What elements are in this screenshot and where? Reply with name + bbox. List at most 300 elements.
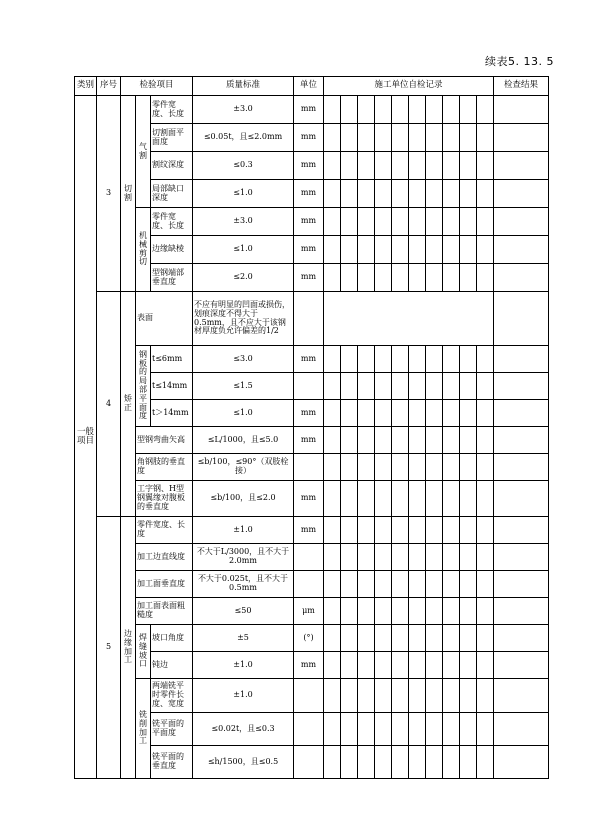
self-check-cell[interactable] bbox=[358, 264, 375, 292]
self-check-cell[interactable] bbox=[409, 427, 426, 454]
self-check-cell[interactable] bbox=[426, 481, 443, 517]
item-cell: 边缘缺棱 bbox=[151, 236, 193, 264]
self-check-cell[interactable] bbox=[341, 180, 358, 208]
unit-cell: mm bbox=[294, 180, 324, 208]
self-check-cell[interactable] bbox=[358, 152, 375, 180]
self-check-cell[interactable] bbox=[426, 713, 443, 746]
self-check-cell[interactable] bbox=[324, 544, 341, 571]
self-check-cell[interactable] bbox=[460, 427, 477, 454]
category-cell: 一般项目 bbox=[75, 96, 97, 779]
self-check-cell[interactable] bbox=[443, 746, 460, 779]
self-check-cell[interactable] bbox=[324, 124, 341, 152]
self-check-cell[interactable] bbox=[409, 571, 426, 598]
self-check-cell[interactable] bbox=[460, 400, 477, 427]
header-result: 检查结果 bbox=[494, 77, 549, 96]
self-check-cell[interactable] bbox=[358, 481, 375, 517]
self-check-cell[interactable] bbox=[409, 208, 426, 236]
self-check-cell[interactable] bbox=[477, 746, 494, 779]
item-cell: 零件宽度、长度 bbox=[151, 96, 193, 124]
standard-cell: ±1.0 bbox=[193, 517, 294, 544]
self-check-cell[interactable] bbox=[341, 481, 358, 517]
self-check-cell[interactable] bbox=[409, 152, 426, 180]
self-check-cell[interactable] bbox=[409, 746, 426, 779]
self-check-cell[interactable] bbox=[341, 679, 358, 713]
self-check-cell[interactable] bbox=[341, 236, 358, 264]
standard-cell: ≤b/100，≤90°（双肢栓接） bbox=[193, 454, 294, 481]
self-check-cell[interactable] bbox=[358, 208, 375, 236]
self-check-cell[interactable] bbox=[409, 679, 426, 713]
self-check-cell[interactable] bbox=[324, 652, 341, 679]
self-check-cell[interactable] bbox=[460, 346, 477, 373]
self-check-cell[interactable] bbox=[477, 180, 494, 208]
self-check-cell[interactable] bbox=[392, 481, 409, 517]
standard-cell: ≤3.0 bbox=[193, 346, 294, 373]
self-check-cell[interactable] bbox=[375, 180, 392, 208]
self-check-cell[interactable] bbox=[358, 400, 375, 427]
standard-cell: ±3.0 bbox=[193, 96, 294, 124]
self-check-cell[interactable] bbox=[409, 400, 426, 427]
self-check-cell[interactable] bbox=[358, 652, 375, 679]
item-cell: 铣平面的平面度 bbox=[151, 713, 193, 746]
self-check-cell[interactable] bbox=[460, 454, 477, 481]
self-check-cell[interactable] bbox=[460, 517, 477, 544]
self-check-cell[interactable] bbox=[341, 208, 358, 236]
self-check-cell[interactable] bbox=[392, 96, 409, 124]
self-check-cell[interactable] bbox=[358, 571, 375, 598]
self-check-cell[interactable] bbox=[341, 517, 358, 544]
self-check-cell[interactable] bbox=[443, 652, 460, 679]
subgroup-name-cell: 焊缝坡口 bbox=[136, 625, 151, 679]
result-cell[interactable] bbox=[494, 96, 549, 124]
unit-cell bbox=[294, 571, 324, 598]
self-check-cell[interactable] bbox=[341, 652, 358, 679]
self-check-cell[interactable] bbox=[375, 400, 392, 427]
self-check-cell[interactable] bbox=[324, 264, 341, 292]
self-check-cell[interactable] bbox=[477, 373, 494, 400]
self-check-cell[interactable] bbox=[324, 152, 341, 180]
header-inspection-item: 检验项目 bbox=[121, 77, 193, 96]
self-check-cell[interactable] bbox=[443, 373, 460, 400]
self-check-cell[interactable] bbox=[341, 264, 358, 292]
self-check-cell[interactable] bbox=[392, 180, 409, 208]
self-check-cell[interactable] bbox=[426, 373, 443, 400]
self-check-cell[interactable] bbox=[375, 152, 392, 180]
self-check-cell[interactable] bbox=[375, 264, 392, 292]
self-check-cell[interactable] bbox=[392, 517, 409, 544]
self-check-cell[interactable] bbox=[443, 124, 460, 152]
self-check-cell[interactable] bbox=[477, 571, 494, 598]
result-cell[interactable] bbox=[494, 679, 549, 713]
self-check-cell[interactable] bbox=[341, 373, 358, 400]
self-check-cell[interactable] bbox=[460, 598, 477, 625]
self-check-cell[interactable] bbox=[426, 124, 443, 152]
self-check-cell[interactable] bbox=[409, 544, 426, 571]
self-check-cell[interactable] bbox=[324, 481, 341, 517]
result-cell[interactable] bbox=[494, 124, 549, 152]
self-check-cell[interactable] bbox=[443, 713, 460, 746]
item-cell: 切割面平面度 bbox=[151, 124, 193, 152]
self-check-cell[interactable] bbox=[358, 679, 375, 713]
group-name-cell: 矫正 bbox=[121, 292, 136, 517]
self-check-cell[interactable] bbox=[358, 598, 375, 625]
self-check-cell[interactable] bbox=[443, 236, 460, 264]
unit-cell: mm bbox=[294, 208, 324, 236]
self-check-cell[interactable] bbox=[324, 180, 341, 208]
table-row bbox=[75, 346, 549, 373]
item-cell: 钝边 bbox=[151, 652, 193, 679]
self-check-cell[interactable] bbox=[409, 124, 426, 152]
self-check-cell[interactable] bbox=[358, 373, 375, 400]
self-check-cell[interactable] bbox=[324, 96, 341, 124]
self-check-cell[interactable] bbox=[409, 481, 426, 517]
self-check-cell[interactable] bbox=[460, 481, 477, 517]
result-cell[interactable] bbox=[494, 746, 549, 779]
result-cell[interactable] bbox=[494, 180, 549, 208]
self-check-cell[interactable] bbox=[392, 713, 409, 746]
seq-cell: 5 bbox=[97, 517, 121, 779]
self-check-cell[interactable] bbox=[477, 400, 494, 427]
self-check-cell[interactable] bbox=[358, 454, 375, 481]
item-cell: 坡口角度 bbox=[151, 625, 193, 652]
self-check-cell[interactable] bbox=[324, 236, 341, 264]
self-check-cell[interactable] bbox=[392, 679, 409, 713]
result-cell[interactable] bbox=[494, 652, 549, 679]
self-check-cell[interactable] bbox=[392, 652, 409, 679]
self-check-cell[interactable] bbox=[375, 373, 392, 400]
self-check-cell[interactable] bbox=[426, 208, 443, 236]
self-check-cell[interactable] bbox=[392, 598, 409, 625]
inspection-table bbox=[74, 76, 549, 779]
self-check-cell[interactable] bbox=[426, 571, 443, 598]
self-check-cell[interactable] bbox=[409, 598, 426, 625]
self-check-cell[interactable] bbox=[426, 625, 443, 652]
self-check-cell[interactable] bbox=[477, 152, 494, 180]
self-check-cell[interactable] bbox=[358, 713, 375, 746]
standard-cell: ±3.0 bbox=[193, 208, 294, 236]
self-check-cell[interactable] bbox=[324, 598, 341, 625]
self-check-cell[interactable] bbox=[375, 96, 392, 124]
self-check-cell[interactable] bbox=[426, 652, 443, 679]
self-check-cell[interactable] bbox=[443, 152, 460, 180]
self-check-cell[interactable] bbox=[392, 346, 409, 373]
self-check-cell[interactable] bbox=[341, 598, 358, 625]
self-check-cell[interactable] bbox=[324, 292, 494, 346]
self-check-cell[interactable] bbox=[409, 236, 426, 264]
item-cell: 零件宽度、长度 bbox=[136, 517, 193, 544]
self-check-cell[interactable] bbox=[443, 598, 460, 625]
unit-cell bbox=[294, 544, 324, 571]
self-check-cell[interactable] bbox=[392, 152, 409, 180]
unit-cell bbox=[294, 746, 324, 779]
self-check-cell[interactable] bbox=[426, 180, 443, 208]
self-check-cell[interactable] bbox=[358, 625, 375, 652]
result-cell[interactable] bbox=[494, 152, 549, 180]
self-check-cell[interactable] bbox=[392, 124, 409, 152]
self-check-cell[interactable] bbox=[375, 652, 392, 679]
self-check-cell[interactable] bbox=[426, 264, 443, 292]
result-cell[interactable] bbox=[494, 713, 549, 746]
result-cell[interactable] bbox=[494, 598, 549, 625]
self-check-cell[interactable] bbox=[443, 454, 460, 481]
self-check-cell[interactable] bbox=[358, 96, 375, 124]
self-check-cell[interactable] bbox=[477, 346, 494, 373]
seq-cell: 3 bbox=[97, 96, 121, 292]
item-cell: 局部缺口深度 bbox=[151, 180, 193, 208]
standard-cell: ≤1.5 bbox=[193, 373, 294, 400]
self-check-cell[interactable] bbox=[375, 236, 392, 264]
self-check-cell[interactable] bbox=[324, 679, 341, 713]
item-cell: 加工面垂直度 bbox=[136, 571, 193, 598]
self-check-cell[interactable] bbox=[324, 346, 341, 373]
self-check-cell[interactable] bbox=[460, 571, 477, 598]
self-check-cell[interactable] bbox=[409, 517, 426, 544]
result-cell[interactable] bbox=[494, 571, 549, 598]
self-check-cell[interactable] bbox=[426, 346, 443, 373]
self-check-cell[interactable] bbox=[443, 427, 460, 454]
self-check-cell[interactable] bbox=[375, 124, 392, 152]
self-check-cell[interactable] bbox=[460, 713, 477, 746]
self-check-cell[interactable] bbox=[409, 373, 426, 400]
self-check-cell[interactable] bbox=[460, 746, 477, 779]
self-check-cell[interactable] bbox=[341, 400, 358, 427]
self-check-cell[interactable] bbox=[426, 96, 443, 124]
self-check-cell[interactable] bbox=[409, 96, 426, 124]
self-check-cell[interactable] bbox=[443, 625, 460, 652]
self-check-cell[interactable] bbox=[477, 625, 494, 652]
self-check-cell[interactable] bbox=[443, 96, 460, 124]
self-check-cell[interactable] bbox=[477, 236, 494, 264]
result-cell[interactable] bbox=[494, 454, 549, 481]
self-check-cell[interactable] bbox=[324, 571, 341, 598]
self-check-cell[interactable] bbox=[460, 373, 477, 400]
self-check-cell[interactable] bbox=[443, 571, 460, 598]
self-check-cell[interactable] bbox=[392, 236, 409, 264]
self-check-cell[interactable] bbox=[358, 427, 375, 454]
self-check-cell[interactable] bbox=[324, 427, 341, 454]
self-check-cell[interactable] bbox=[341, 427, 358, 454]
self-check-cell[interactable] bbox=[443, 679, 460, 713]
self-check-cell[interactable] bbox=[324, 625, 341, 652]
table-row bbox=[75, 571, 549, 598]
result-cell[interactable] bbox=[494, 481, 549, 517]
seq-cell: 4 bbox=[97, 292, 121, 517]
self-check-cell[interactable] bbox=[443, 264, 460, 292]
self-check-cell[interactable] bbox=[341, 152, 358, 180]
self-check-cell[interactable] bbox=[324, 713, 341, 746]
self-check-cell[interactable] bbox=[375, 544, 392, 571]
self-check-cell[interactable] bbox=[324, 517, 341, 544]
self-check-cell[interactable] bbox=[409, 346, 426, 373]
result-cell[interactable] bbox=[494, 400, 549, 427]
self-check-cell[interactable] bbox=[392, 400, 409, 427]
table-row bbox=[75, 96, 549, 124]
self-check-cell[interactable] bbox=[358, 236, 375, 264]
self-check-cell[interactable] bbox=[426, 454, 443, 481]
item-cell: 加工面表面粗糙度 bbox=[136, 598, 193, 625]
self-check-cell[interactable] bbox=[460, 152, 477, 180]
unit-cell: mm bbox=[294, 652, 324, 679]
self-check-cell[interactable] bbox=[460, 625, 477, 652]
self-check-cell[interactable] bbox=[426, 746, 443, 779]
result-cell[interactable] bbox=[494, 346, 549, 373]
self-check-cell[interactable] bbox=[324, 454, 341, 481]
self-check-cell[interactable] bbox=[358, 544, 375, 571]
self-check-cell[interactable] bbox=[358, 746, 375, 779]
table-row bbox=[75, 454, 549, 481]
self-check-cell[interactable] bbox=[358, 517, 375, 544]
self-check-cell[interactable] bbox=[324, 746, 341, 779]
self-check-cell[interactable] bbox=[426, 427, 443, 454]
self-check-cell[interactable] bbox=[426, 152, 443, 180]
self-check-cell[interactable] bbox=[375, 208, 392, 236]
self-check-cell[interactable] bbox=[477, 454, 494, 481]
self-check-cell[interactable] bbox=[409, 625, 426, 652]
self-check-cell[interactable] bbox=[324, 208, 341, 236]
table-row bbox=[75, 679, 549, 713]
self-check-cell[interactable] bbox=[341, 544, 358, 571]
self-check-cell[interactable] bbox=[443, 346, 460, 373]
result-cell[interactable] bbox=[494, 208, 549, 236]
self-check-cell[interactable] bbox=[443, 481, 460, 517]
self-check-cell[interactable] bbox=[409, 713, 426, 746]
result-cell[interactable] bbox=[494, 264, 549, 292]
self-check-cell[interactable] bbox=[341, 346, 358, 373]
self-check-cell[interactable] bbox=[392, 454, 409, 481]
self-check-cell[interactable] bbox=[324, 373, 341, 400]
self-check-cell[interactable] bbox=[443, 180, 460, 208]
self-check-cell[interactable] bbox=[460, 208, 477, 236]
unit-cell: mm bbox=[294, 96, 324, 124]
result-cell[interactable] bbox=[494, 625, 549, 652]
self-check-cell[interactable] bbox=[392, 208, 409, 236]
result-cell[interactable] bbox=[494, 544, 549, 571]
self-check-cell[interactable] bbox=[477, 264, 494, 292]
self-check-cell[interactable] bbox=[477, 208, 494, 236]
self-check-cell[interactable] bbox=[375, 571, 392, 598]
self-check-cell[interactable] bbox=[443, 208, 460, 236]
self-check-cell[interactable] bbox=[409, 454, 426, 481]
self-check-cell[interactable] bbox=[477, 481, 494, 517]
self-check-cell[interactable] bbox=[426, 544, 443, 571]
self-check-cell[interactable] bbox=[375, 713, 392, 746]
result-cell[interactable] bbox=[494, 427, 549, 454]
item-cell: 型钢弯曲矢高 bbox=[136, 427, 193, 454]
self-check-cell[interactable] bbox=[460, 652, 477, 679]
standard-cell: ≤50 bbox=[193, 598, 294, 625]
result-cell[interactable] bbox=[494, 292, 549, 346]
self-check-cell[interactable] bbox=[375, 517, 392, 544]
self-check-cell[interactable] bbox=[477, 544, 494, 571]
item-cell: t≤6mm bbox=[151, 346, 193, 373]
result-cell[interactable] bbox=[494, 373, 549, 400]
item-cell: 加工边直线度 bbox=[136, 544, 193, 571]
self-check-cell[interactable] bbox=[375, 346, 392, 373]
self-check-cell[interactable] bbox=[375, 481, 392, 517]
self-check-cell[interactable] bbox=[477, 679, 494, 713]
subgroup-name-cell: 机械剪切 bbox=[136, 208, 151, 292]
self-check-cell[interactable] bbox=[409, 652, 426, 679]
self-check-cell[interactable] bbox=[392, 746, 409, 779]
self-check-cell[interactable] bbox=[375, 427, 392, 454]
self-check-cell[interactable] bbox=[426, 517, 443, 544]
self-check-cell[interactable] bbox=[341, 625, 358, 652]
self-check-cell[interactable] bbox=[341, 124, 358, 152]
self-check-cell[interactable] bbox=[460, 264, 477, 292]
self-check-cell[interactable] bbox=[358, 180, 375, 208]
header-quality-standard: 质量标准 bbox=[193, 77, 294, 96]
self-check-cell[interactable] bbox=[460, 124, 477, 152]
self-check-cell[interactable] bbox=[341, 713, 358, 746]
self-check-cell[interactable] bbox=[477, 652, 494, 679]
header-seq: 序号 bbox=[97, 77, 121, 96]
self-check-cell[interactable] bbox=[477, 96, 494, 124]
self-check-cell[interactable] bbox=[477, 124, 494, 152]
self-check-cell[interactable] bbox=[409, 180, 426, 208]
self-check-cell[interactable] bbox=[426, 598, 443, 625]
standard-cell: ≤L/1000，且≤5.0 bbox=[193, 427, 294, 454]
self-check-cell[interactable] bbox=[477, 427, 494, 454]
self-check-cell[interactable] bbox=[477, 517, 494, 544]
self-check-cell[interactable] bbox=[443, 400, 460, 427]
self-check-cell[interactable] bbox=[324, 400, 341, 427]
item-cell: 型钢端部垂直度 bbox=[151, 264, 193, 292]
self-check-cell[interactable] bbox=[460, 544, 477, 571]
unit-cell: mm bbox=[294, 517, 324, 544]
result-cell[interactable] bbox=[494, 236, 549, 264]
self-check-cell[interactable] bbox=[477, 598, 494, 625]
unit-cell bbox=[294, 679, 324, 713]
self-check-cell[interactable] bbox=[443, 517, 460, 544]
result-cell[interactable] bbox=[494, 517, 549, 544]
self-check-cell[interactable] bbox=[392, 544, 409, 571]
self-check-cell[interactable] bbox=[392, 427, 409, 454]
self-check-cell[interactable] bbox=[426, 236, 443, 264]
self-check-cell[interactable] bbox=[375, 454, 392, 481]
self-check-cell[interactable] bbox=[392, 264, 409, 292]
self-check-cell[interactable] bbox=[375, 746, 392, 779]
subgroup-name-cell: 气割 bbox=[136, 96, 151, 208]
self-check-cell[interactable] bbox=[460, 236, 477, 264]
self-check-cell[interactable] bbox=[392, 373, 409, 400]
self-check-cell[interactable] bbox=[358, 346, 375, 373]
standard-cell: ≤0.02t，且≤0.3 bbox=[193, 713, 294, 746]
self-check-cell[interactable] bbox=[375, 679, 392, 713]
standard-cell: ≤b/100，且≤2.0 bbox=[193, 481, 294, 517]
self-check-cell[interactable] bbox=[358, 124, 375, 152]
self-check-cell[interactable] bbox=[341, 571, 358, 598]
self-check-cell[interactable] bbox=[375, 598, 392, 625]
self-check-cell[interactable] bbox=[460, 96, 477, 124]
self-check-cell[interactable] bbox=[426, 400, 443, 427]
self-check-cell[interactable] bbox=[341, 96, 358, 124]
self-check-cell[interactable] bbox=[460, 679, 477, 713]
self-check-cell[interactable] bbox=[409, 264, 426, 292]
self-check-cell[interactable] bbox=[341, 454, 358, 481]
self-check-cell[interactable] bbox=[477, 713, 494, 746]
subgroup-name-cell: 铣削加工 bbox=[136, 679, 151, 779]
unit-cell: mm bbox=[294, 481, 324, 517]
self-check-cell[interactable] bbox=[392, 571, 409, 598]
self-check-cell[interactable] bbox=[375, 625, 392, 652]
self-check-cell[interactable] bbox=[443, 544, 460, 571]
self-check-cell[interactable] bbox=[341, 746, 358, 779]
self-check-cell[interactable] bbox=[460, 180, 477, 208]
unit-cell: mm bbox=[294, 400, 324, 427]
item-cell: t≤14mm bbox=[151, 373, 193, 400]
self-check-cell[interactable] bbox=[392, 625, 409, 652]
standard-cell: ≤0.3 bbox=[193, 152, 294, 180]
self-check-cell[interactable] bbox=[426, 679, 443, 713]
